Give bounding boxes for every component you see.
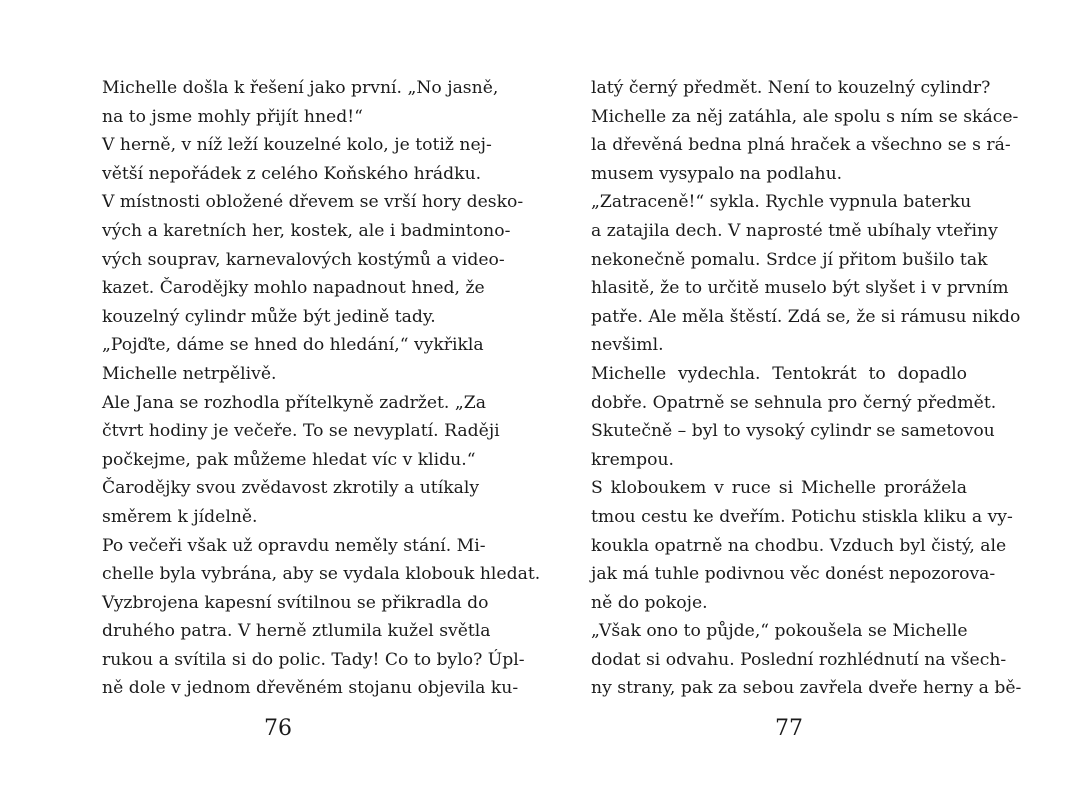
text-line: S kloboukem v ruce si Michelle prorážela bbox=[591, 478, 967, 499]
text-line: rukou a svítila si do polic. Tady! Co to bylo? Úpl- bbox=[102, 649, 525, 670]
text-line: vých souprav, karnevalových kostýmů a video- bbox=[102, 249, 505, 270]
text-line: nevšiml. bbox=[591, 335, 664, 356]
text-line: kouzelný cylindr může být jedině tady. bbox=[102, 306, 436, 327]
text-line: směrem k jídelně. bbox=[102, 506, 258, 527]
text-line: Vyzbrojena kapesní svítilnou se přikradla do bbox=[102, 592, 489, 613]
text-line: la dřevěná bedna plná hraček a všechno se s rá- bbox=[591, 135, 1011, 156]
text-line: Skutečně – byl to vysoký cylindr se sametovou bbox=[591, 421, 995, 442]
text-line: dodat si odvahu. Poslední rozhlédnutí na všech- bbox=[591, 649, 1007, 670]
text-line: větší nepořádek z celého Koňského hrádku. bbox=[102, 163, 482, 184]
left-page-text bbox=[102, 74, 541, 703]
text-line: ně do pokoje. bbox=[591, 592, 708, 613]
right-page-text bbox=[591, 74, 1022, 703]
text-line: tmou cestu ke dveřím. Potichu stiskla kliku a vy- bbox=[591, 506, 1013, 527]
page-number-left: 76 bbox=[264, 716, 292, 741]
text-line: Michelle vydechla. Tentokrát to dopadlo bbox=[591, 363, 967, 384]
text-line: patře. Ale měla štěstí. Zdá se, že si rámusu nikdo bbox=[591, 306, 1021, 327]
text-line: Michelle netrpělivě. bbox=[102, 363, 277, 384]
text-line: ně dole v jednom dřevěném stojanu objevila ku- bbox=[102, 678, 519, 699]
text-line: V místnosti obložené dřevem se vrší hory desko- bbox=[102, 192, 524, 213]
text-line: latý černý předmět. Není to kouzelný cylindr? bbox=[591, 78, 991, 98]
text-line: Michelle došla k řešení jako první. „No jasně, bbox=[102, 78, 499, 98]
text-line: V herně, v níž leží kouzelné kolo, je totiž nej- bbox=[102, 135, 492, 156]
text-line: „Pojďte, dáme se hned do hledání,“ vykřikla bbox=[102, 335, 484, 356]
text-line: Michelle za něj zatáhla, ale spolu s ním se skáce- bbox=[591, 106, 1019, 127]
text-line: musem vysypalo na podlahu. bbox=[591, 163, 843, 184]
text-line: nekonečně pomalu. Srdce jí přitom bušilo tak bbox=[591, 249, 988, 270]
text-line: jak má tuhle podivnou věc donést nepozorova- bbox=[591, 564, 996, 585]
text-line: Ale Jana se rozhodla přítelkyně zadržet. „Za bbox=[102, 392, 486, 413]
text-line: koukla opatrně na chodbu. Vzduch byl čistý, ale bbox=[591, 535, 1007, 556]
text-line: kazet. Čarodějky mohlo napadnout hned, že bbox=[102, 278, 485, 299]
text-line: hlasitě, že to určitě muselo být slyšet i v prvním bbox=[591, 278, 1009, 299]
text-line: na to jsme mohly přijít hned!“ bbox=[102, 106, 363, 127]
text-line: dobře. Opatrně se sehnula pro černý předmět. bbox=[591, 392, 997, 413]
text-line: „Však ono to půjde,“ pokoušela se Michelle bbox=[591, 621, 968, 642]
text-line: vých a karetních her, kostek, ale i badmintono- bbox=[102, 220, 511, 241]
text-line: Po večeři však už opravdu neměly stání. Mi- bbox=[102, 535, 486, 556]
text-line: chelle byla vybrána, aby se vydala klobouk hledat. bbox=[102, 564, 541, 585]
text-line: krempou. bbox=[591, 449, 674, 470]
text-line: počkejme, pak můžeme hledat víc v klidu.“ bbox=[102, 449, 476, 470]
text-line: ny strany, pak za sebou zavřela dveře herny a bě- bbox=[591, 678, 1022, 699]
text-line: čtvrt hodiny je večeře. To se nevyplatí. Raději bbox=[102, 421, 500, 442]
text-line: druhého patra. V herně ztlumila kužel světla bbox=[102, 621, 491, 642]
text-line: a zatajila dech. V naprosté tmě ubíhaly vteřiny bbox=[591, 220, 998, 241]
page-number-right: 77 bbox=[775, 716, 803, 741]
text-line: „Zatraceně!“ sykla. Rychle vypnula baterku bbox=[591, 192, 972, 213]
text-line: Čarodějky svou zvědavost zkrotily a utíkaly bbox=[102, 478, 480, 499]
